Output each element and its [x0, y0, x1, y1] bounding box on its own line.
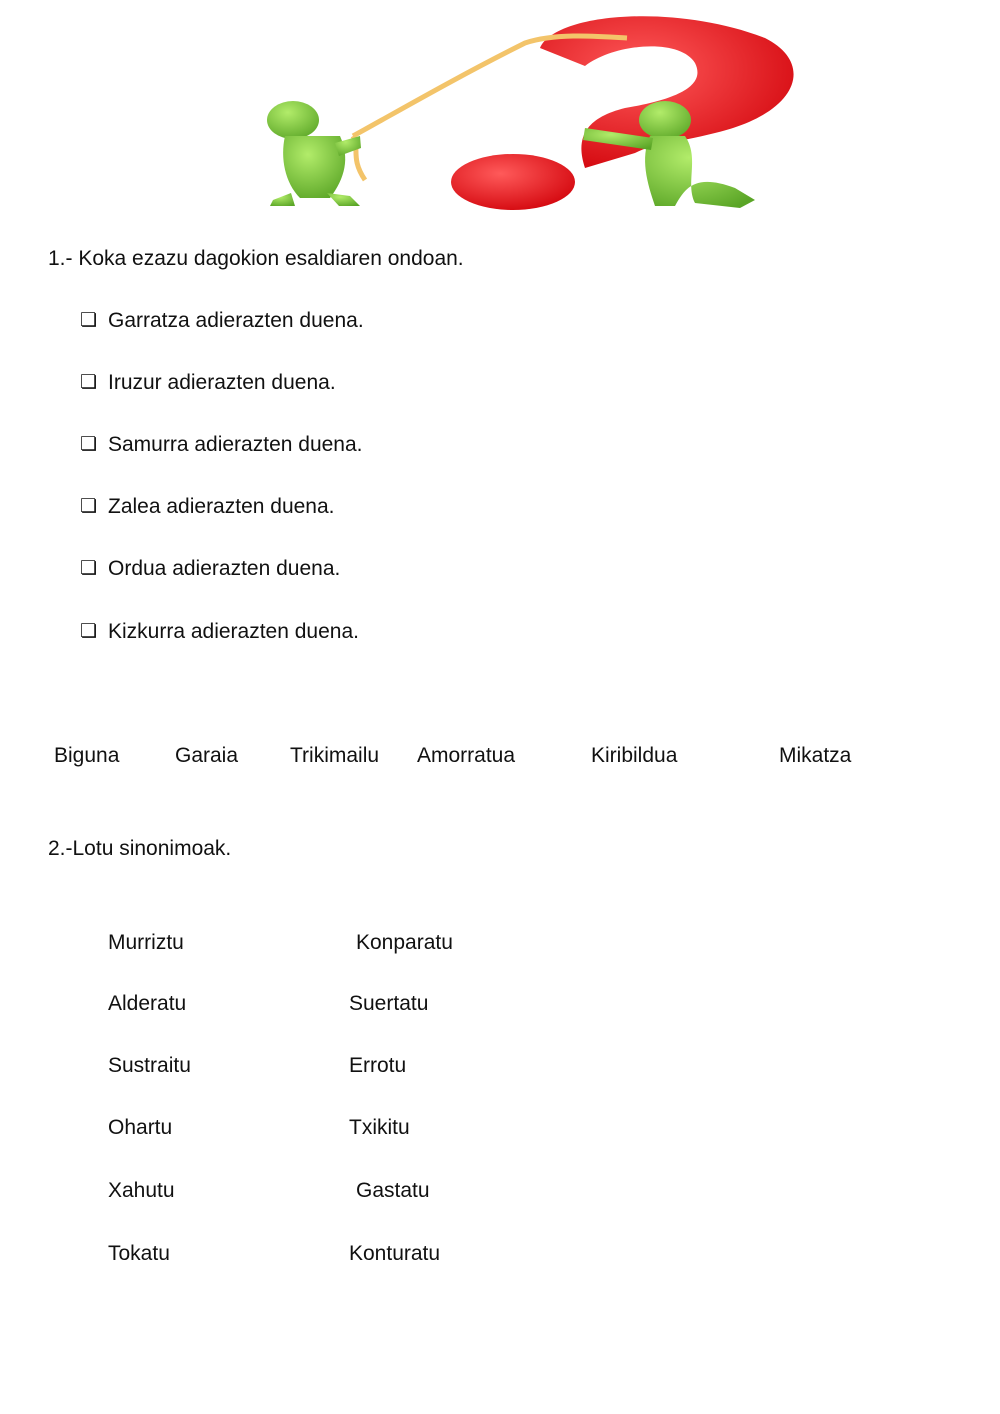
- word-bank-item[interactable]: Mikatza: [779, 744, 852, 767]
- word-bank-item[interactable]: Garaia: [175, 744, 239, 767]
- word-bank-item[interactable]: Trikimailu: [290, 744, 380, 767]
- word-bank-item[interactable]: Amorratua: [417, 744, 516, 767]
- checkbox-icon: ❏: [80, 434, 98, 455]
- synonym-right-item[interactable]: Gastatu: [356, 1179, 430, 1202]
- synonym-left-item[interactable]: Ohartu: [108, 1116, 173, 1139]
- list-item-label: Ordua adierazten duena.: [108, 557, 341, 580]
- synonym-right-item[interactable]: Txikitu: [349, 1116, 410, 1139]
- synonym-left-item[interactable]: Sustraitu: [108, 1054, 191, 1077]
- checkbox-icon: ❏: [80, 621, 98, 642]
- list-item: [80, 619, 359, 645]
- word-bank-item[interactable]: Kiribildua: [591, 744, 678, 767]
- checkbox-icon: ❏: [80, 310, 98, 331]
- list-item: [80, 432, 363, 458]
- synonym-right-item[interactable]: Konturatu: [349, 1242, 441, 1265]
- list-item-label: Kizkurra adierazten duena.: [108, 620, 359, 643]
- list-item: [80, 556, 340, 582]
- synonym-left-item[interactable]: Alderatu: [108, 992, 187, 1015]
- synonym-left-item[interactable]: Xahutu: [108, 1179, 175, 1202]
- synonym-left-item[interactable]: Tokatu: [108, 1242, 170, 1265]
- synonym-right-item[interactable]: Errotu: [349, 1054, 407, 1077]
- exercise-1-heading: 1.- Koka ezazu dagokion esaldiaren ondoan.: [48, 247, 464, 270]
- exercise-2-heading: 2.-Lotu sinonimoak.: [48, 837, 232, 860]
- checkbox-icon: ❏: [80, 558, 98, 579]
- synonym-right-item[interactable]: Konparatu: [356, 931, 453, 954]
- list-item-label: Iruzur adierazten duena.: [108, 371, 336, 394]
- list-item: [80, 370, 336, 396]
- list-item-label: Samurra adierazten duena.: [108, 433, 363, 456]
- question-mark-figures-icon: [255, 8, 815, 218]
- synonym-left-item[interactable]: Murriztu: [108, 931, 184, 954]
- synonym-right-item[interactable]: Suertatu: [349, 992, 429, 1015]
- word-bank-item[interactable]: Biguna: [54, 744, 120, 767]
- checkbox-icon: ❏: [80, 372, 98, 393]
- list-item-label: Garratza adierazten duena.: [108, 309, 364, 332]
- list-item: [80, 308, 364, 334]
- checkbox-icon: ❏: [80, 496, 98, 517]
- list-item: [80, 494, 335, 520]
- list-item-label: Zalea adierazten duena.: [108, 495, 335, 518]
